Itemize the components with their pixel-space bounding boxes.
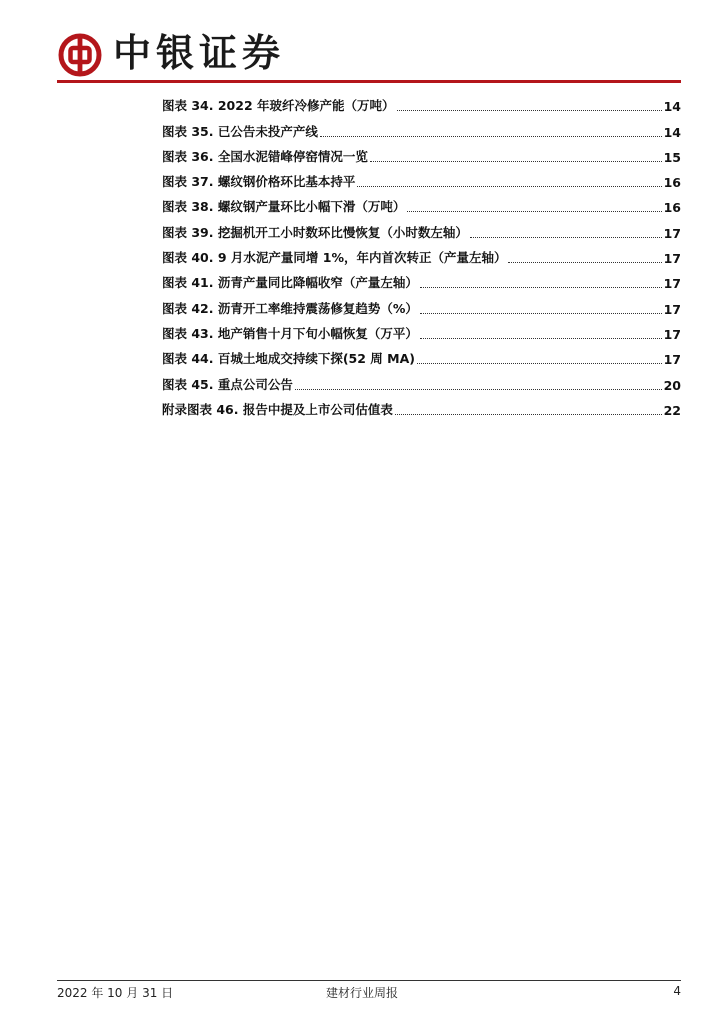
- toc-entry[interactable]: [162, 346, 681, 371]
- toc-entry[interactable]: [162, 371, 681, 396]
- toc-entry[interactable]: [162, 169, 681, 194]
- toc-dot-leader: [417, 363, 662, 364]
- toc-dot-leader: [420, 313, 662, 314]
- toc-entry-title: 图表 43. 地产销售十月下旬小幅恢复（万平）: [162, 325, 418, 341]
- page-header: [0, 0, 724, 90]
- toc-dot-leader: [295, 389, 662, 390]
- toc-entry[interactable]: [162, 321, 681, 346]
- toc-entry-title: 图表 40. 9 月水泥产量同增 1%，年内首次转正（产量左轴）: [162, 250, 507, 266]
- toc-entry[interactable]: [162, 219, 681, 244]
- toc-entry-title: 图表 38. 螺纹钢产量环比小幅下滑（万吨）: [162, 199, 406, 215]
- toc-entry-title: 图表 39. 挖掘机开工小时数环比慢恢复（小时数左轴）: [162, 224, 468, 240]
- footer-report-name: 建材行业周报: [325, 986, 398, 1000]
- toc-entry-page: 17: [663, 352, 681, 368]
- toc-entry[interactable]: [162, 295, 681, 320]
- toc-entry-title: 图表 35. 已公告未投产产线: [162, 123, 318, 139]
- toc-dot-leader: [420, 338, 662, 339]
- toc-entry-page: 17: [663, 276, 681, 292]
- toc-entry[interactable]: [162, 270, 681, 295]
- toc-dot-leader: [470, 237, 662, 238]
- toc-entry-page: 22: [663, 402, 681, 418]
- toc-entry-page: 16: [663, 175, 681, 191]
- toc-entry-title: 图表 37. 螺纹钢价格环比基本持平: [162, 174, 356, 190]
- toc-entry-page: 17: [663, 301, 681, 317]
- toc-entry[interactable]: [162, 397, 681, 422]
- footer-divider: [57, 980, 681, 981]
- toc-entry-title: 图表 34. 2022 年玻纤冷修产能（万吨）: [162, 98, 395, 114]
- toc-entry-page: 17: [663, 326, 681, 342]
- toc-entry-page: 17: [663, 225, 681, 241]
- bank-of-china-logo-icon: [58, 33, 102, 77]
- toc-dot-leader: [420, 287, 662, 288]
- table-of-figures: [162, 93, 681, 422]
- toc-entry-title: 图表 36. 全国水泥错峰停窑情况一览: [162, 148, 368, 164]
- toc-dot-leader: [407, 211, 661, 212]
- toc-entry-page: 15: [663, 149, 681, 165]
- toc-entry-page: 14: [663, 124, 681, 140]
- toc-dot-leader: [397, 110, 662, 111]
- toc-entry-page: 14: [663, 99, 681, 115]
- toc-entry-title: 图表 45. 重点公司公告: [162, 376, 293, 392]
- toc-entry[interactable]: [162, 194, 681, 219]
- toc-dot-leader: [320, 136, 662, 137]
- toc-entry[interactable]: [162, 144, 681, 169]
- toc-entry[interactable]: [162, 93, 681, 118]
- toc-entry-page: 17: [663, 251, 681, 267]
- toc-entry-title: 图表 41. 沥青产量同比降幅收窄（产量左轴）: [162, 275, 418, 291]
- toc-entry[interactable]: [162, 118, 681, 143]
- toc-entry-title: 图表 44. 百城土地成交持续下探(52 周 MA): [162, 351, 415, 367]
- toc-entry[interactable]: [162, 245, 681, 270]
- toc-dot-leader: [370, 161, 662, 162]
- toc-entry-title: 附录图表 46. 报告中提及上市公司估值表: [162, 401, 393, 417]
- footer-date: 2022 年 10 月 31 日: [57, 986, 174, 1000]
- toc-dot-leader: [357, 186, 661, 187]
- toc-entry-page: 20: [663, 377, 681, 393]
- toc-dot-leader: [395, 414, 662, 415]
- toc-dot-leader: [508, 262, 661, 263]
- brand-name: 中银证券: [113, 30, 286, 75]
- header-divider: [57, 80, 681, 83]
- toc-entry-page: 16: [663, 200, 681, 216]
- footer-page-number: 4: [673, 984, 681, 998]
- toc-entry-title: 图表 42. 沥青开工率维持震荡修复趋势（%）: [162, 300, 418, 316]
